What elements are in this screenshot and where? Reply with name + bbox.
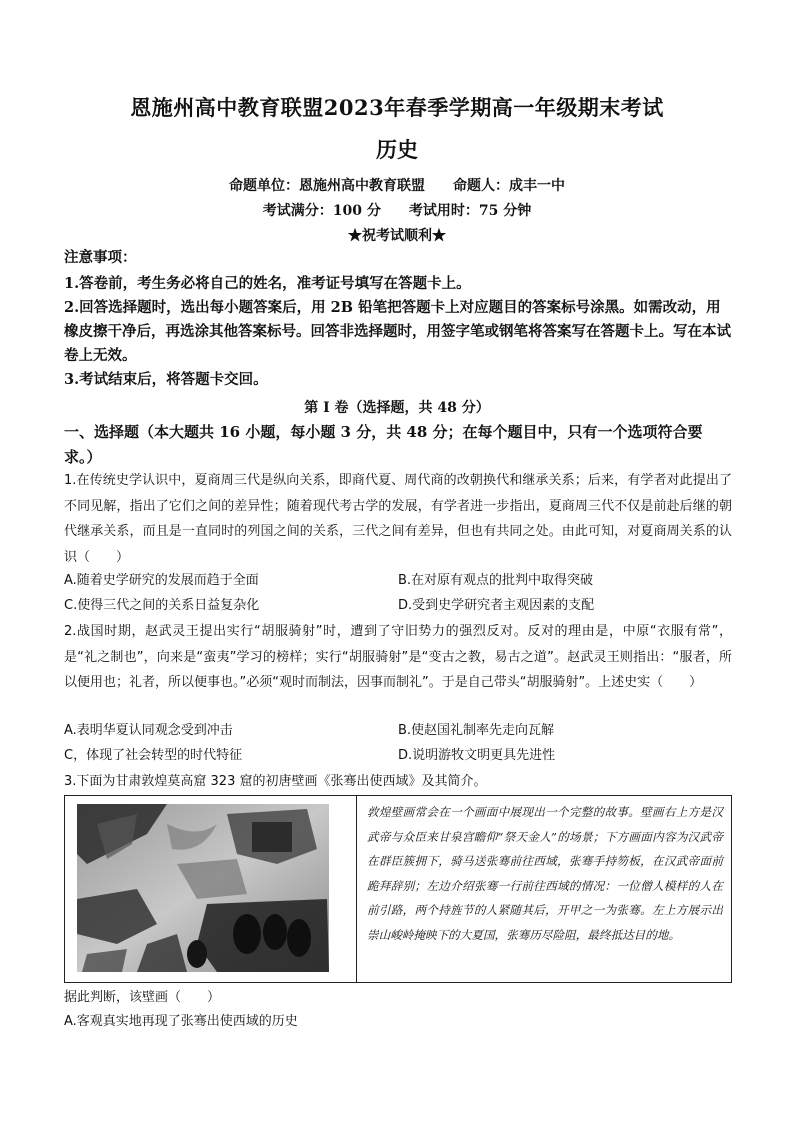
table-divider	[356, 796, 357, 982]
issuing-unit: 命题单位：恩施州高中教育联盟	[229, 178, 425, 194]
notice-heading: 注意事项：	[64, 249, 137, 266]
question-1-stem: 1.在传统史学认识中，夏商周三代是纵向关系，即商代夏、周代商的改朝换代和继承关系；后来，有学者对此提出了不同见解，指出了它们之间的差异性；随着现代考古学的发展，有学者进一步指出，夏商周三代不仅是前赴后继的朝代继承关系，而且是一直同时的列国之间的关系，三代之间有差异，但也有共同之处。由此可知，对夏商周关系的认识（ ）	[64, 473, 732, 565]
question-2-option-a: A.表明华夏认同观念受到冲击	[64, 723, 233, 738]
question-3-stem: 3.下面为甘肃敦煌莫高窟 323 窟的初唐壁画《张骞出使西域》及其简介。	[64, 774, 487, 789]
good-luck-line: ★祝考试顺利★	[348, 228, 446, 244]
question-3-follow-up: 据此判断，该壁画（ ）	[64, 990, 221, 1005]
question-2-option-d: D.说明游牧文明更具先进性	[398, 748, 556, 763]
question-1-option-d: D.受到史学研究者主观因素的支配	[398, 598, 595, 613]
mural-image	[77, 804, 329, 972]
question-2-option-b: B.使赵国礼制率先走向瓦解	[398, 723, 555, 738]
exam-duration: 考试用时：75 分钟	[408, 203, 532, 219]
question-2-stem: 2.战国时期，赵武灵王提出实行“胡服骑射”时，遭到了守旧势力的强烈反对。反对的理由是，中原“衣服有常”，是“礼之制也”，向来是“蛮夷”学习的榜样；实行“胡服骑射”是“变古之教，易古之道”。赵武灵王则指出：“服者，所以便用也；礼者，所以便事也。”必须“观时而制法，因事而制礼”。于是自己带头“胡服骑射”。上述史实（ ）	[64, 624, 732, 690]
meta-line-1	[0, 175, 794, 195]
notice-item-1: 1.答卷前，考生务必将自己的姓名，准考证号填写在答题卡上。	[64, 275, 471, 292]
subject-title: 历史	[376, 137, 418, 162]
mural-description: 敦煌壁画常会在一个画面中展现出一个完整的故事。壁画右上方是汉武帝与众臣来甘泉宫瞻仰“祭天金人”的场景；下方画面内容为汉武帝在群臣簇拥下，骑马送张骞前往西域，张骞手持笏板，在汉武帝面前跪拜辞别；左边介绍张骞一行前往西域的情况：一位僧人模样的人在前引路，两个持旌节的人紧随其后，开甲之一为张骞。左上方展示出崇山峻岭掩映下的大夏国，张骞历尽险阻，最终抵达目的地。	[367, 805, 723, 942]
section-instruction: 一、选择题（本大题共 16 小题，每小题 3 分，共 48 分；在每个题目中，只有一个选项符合要求。）	[64, 423, 703, 466]
question-1-option-a: A.随着史学研究的发展而趋于全面	[64, 573, 259, 588]
question-1-option-b: B.在对原有观点的批判中取得突破	[398, 573, 594, 588]
question-1-option-c: C.使得三代之间的关系日益复杂化	[64, 598, 260, 613]
question-2-option-c: C，体现了社会转型的时代特征	[64, 748, 243, 763]
notice-item-2: 2.回答选择题时，选出每小题答案后，用 2B 铅笔把答题卡上对应题目的答案标号涂黑。如需改动，用橡皮擦干净后，再选涂其他答案标号。回答非选择题时，用签字笔或钢笔将答案写在答题卡上。写在本试卷上无效。	[64, 299, 731, 364]
question-author: 命题人：成丰一中	[453, 178, 565, 194]
part-title: 第 I 卷（选择题，共 48 分）	[304, 400, 490, 416]
meta-line-2	[0, 200, 794, 220]
notice-item-3: 3.考试结束后，将答题卡交回。	[64, 371, 268, 388]
full-score: 考试满分：100 分	[262, 203, 381, 219]
exam-title: 恩施州高中教育联盟2023年春季学期高一年级期末考试	[130, 95, 664, 120]
question-3-option-a: A.客观真实地再现了张骞出使西域的历史	[64, 1014, 298, 1029]
mural-table	[64, 795, 732, 983]
